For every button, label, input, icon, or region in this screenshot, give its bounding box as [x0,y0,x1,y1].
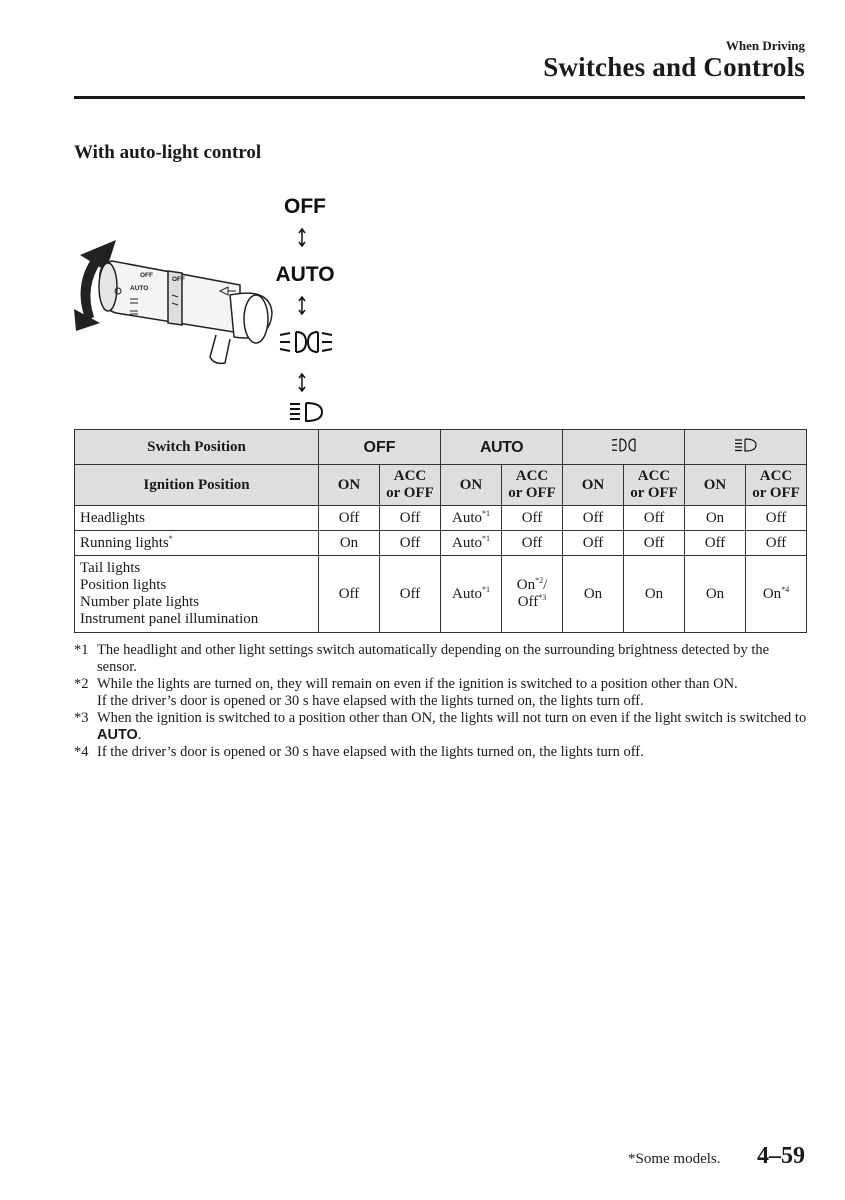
table-cell: Auto$^{*1}$ [441,556,502,633]
low-beam-icon [734,438,758,452]
table-cell: Off [502,506,563,531]
stalk-front-off-label: OFF [172,276,185,283]
ignition-acc-off: ACC or OFF [746,465,807,506]
double-arrow-icon [299,374,305,391]
table-cell: Off [380,506,441,531]
table-cell: On$^{*4}$ [746,556,807,633]
table-cell: Off [746,531,807,556]
running-header-section: When Driving [725,38,805,53]
light-switch-diagram [60,185,360,430]
mode-auto: AUTO [441,430,563,465]
ignition-acc-off: ACC or OFF [380,465,441,506]
row-label: Headlights [75,506,319,531]
stalk-off-label: OFF [140,272,153,279]
table-cell: Off [563,531,624,556]
low-beam-icon [290,403,322,421]
footnote: *4 If the driver’s door is opened or 30 s have elapsed with the lights turned on, the lights turn off. [74,744,644,760]
position-auto-label: AUTO [275,263,335,286]
table-row [75,556,807,633]
table-cell: Off [624,506,685,531]
table-cell: Off [746,506,807,531]
table-cell: On [319,531,380,556]
ignition-on: ON [685,465,746,506]
table-cell: Off [502,531,563,556]
double-arrow-icon [299,229,305,246]
parking-lights-icon [280,332,332,352]
row-label: Tail lights Position lights Number plate lights Instrument panel illumination [75,556,319,633]
footnotes [74,642,808,761]
ignition-position-header: Ignition Position [75,465,319,506]
table-cell: Off [624,531,685,556]
table-cell: On [624,556,685,633]
mode-parking-lights [563,430,685,465]
parking-lights-icon [611,438,637,452]
table-cell: On$^{*2}$/ Off$^{*3}$ [502,556,563,633]
page-number: 4–59 [757,1143,805,1169]
ignition-on: ON [319,465,380,506]
position-off-label: OFF [284,195,326,218]
header-rule [74,96,805,99]
ignition-acc-off: ACC or OFF [624,465,685,506]
footer-note: *Some models. [628,1151,721,1167]
table-cell: Auto$^{*1}$ [441,531,502,556]
table-cell: Auto$^{*1}$ [441,506,502,531]
ignition-acc-off: ACC or OFF [502,465,563,506]
table-cell: Off [380,556,441,633]
mode-low-beam [685,430,807,465]
table-cell: Off [319,506,380,531]
row-label: Running lights* [75,531,319,556]
ignition-on: ON [563,465,624,506]
stalk-icon [99,261,272,363]
section-heading: With auto-light control [74,142,262,163]
table-cell: On [685,506,746,531]
switch-position-table [74,429,807,633]
switch-position-header: Switch Position [75,430,319,465]
table-cell: On [685,556,746,633]
switch-position-row [75,430,807,465]
table-row [75,531,807,556]
table-row [75,506,807,531]
table-cell: Off [563,506,624,531]
mode-off: OFF [319,430,441,465]
stalk-auto-label: AUTO [130,285,149,292]
table-cell: On [563,556,624,633]
table-cell: Off [319,556,380,633]
double-arrow-icon [299,297,305,314]
footnote: *2 While the lights are turned on, they will remain on even if the ignition is switched to a position other than ON. If the driver’s door is opened or 30 s have elapsed with the lights turned on, the lights turn off. [74,676,738,709]
table-cell: Off [685,531,746,556]
ignition-on: ON [441,465,502,506]
footnote: *3 When the ignition is switched to a position other than ON, the lights will not turn on even if the light switch is switched to AUTO. [74,710,807,743]
footnote: *1 The headlight and other light settings switch automatically depending on the surrounding brightness detected by the sensor. [74,642,770,675]
table-cell: Off [380,531,441,556]
ignition-position-row [75,465,807,506]
page-title: Switches and Controls [543,52,805,82]
